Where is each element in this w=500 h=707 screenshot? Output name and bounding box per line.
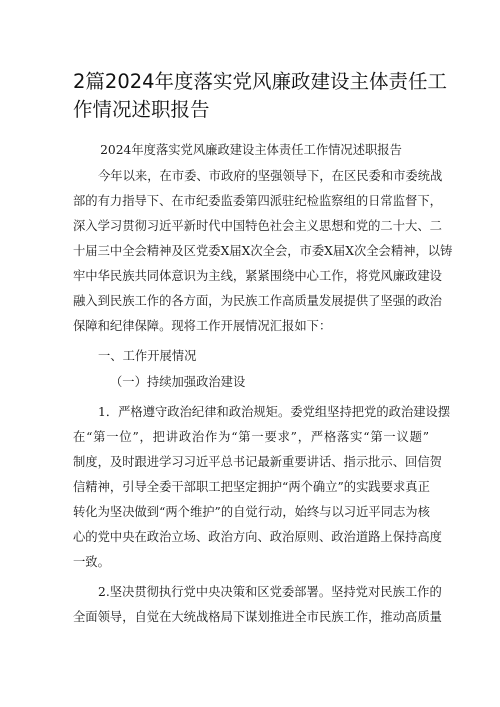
paragraph-line: 牢中华民族共同体意识为主线，紧紧围绕中心工作，将党风廉政建设 [73,269,442,283]
report-subtitle: 2024年度落实党风廉政建设主体责任工作情况述职报告 [100,143,402,157]
paragraph-line: 转化为坚决做到“两个维护”的自觉行动，始终与以习近平同志为核 [73,505,430,519]
paragraph-line: 保障和纪律保障。现将工作开展情况汇报如下： [73,319,332,333]
paragraph-line: 今年以来，在市委、市政府的坚强领导下，在区民委和市委统战 [98,169,443,183]
paragraph-line: 制度，及时跟进学习习近平总书记最新重要讲话、指示批示、回信贺 [73,455,442,469]
paragraph-line: 2.坚决贯彻执行党中央决策和区党委部署。坚持党对民族工作的 [98,585,442,599]
paragraph-line: 一致。 [73,555,110,569]
paragraph-line: 深入学习贯彻习近平新时代中国特色社会主义思想和党的二十大、二 [73,219,442,233]
paragraph-line: 信精神，引导全委干部职工把坚定拥护“两个确立”的实践要求真正 [73,480,430,494]
section-heading: 一、工作开展情况 [98,349,197,363]
subsection-heading: （一）持续加强政治建设 [110,375,246,389]
paragraph-line: 十届三中全会精神及区党委X届X次全会，市委X届X次全会精神，以铸 [73,244,453,258]
paragraph-line: 全面领导，自觉在大统战格局下谋划推进全市民族工作，推动高质量 [73,610,442,624]
paragraph-line: 部的有力指导下、在市纪委监委第四派驻纪检监察组的日常监督下， [73,194,442,208]
paragraph-line: 在“第一位”，把讲政治作为“第一要求”，严格落实“第一议题” [73,430,429,444]
document-title [73,68,448,124]
title-line: 2篇2024年度落实党风廉政建设主体责任工 [73,70,448,93]
paragraph-line: 心的党中央在政治立场、政治方向、政治原则、政治道路上保持高度 [73,530,442,544]
paragraph-line: 融入到民族工作的各方面，为民族工作高质量发展提供了坚强的政治 [73,294,442,308]
title-line: 作情况述职报告 [73,98,210,121]
paragraph-line: 1．严格遵守政治纪律和政治规矩。委党组坚持把党的政治建设摆 [98,405,451,419]
